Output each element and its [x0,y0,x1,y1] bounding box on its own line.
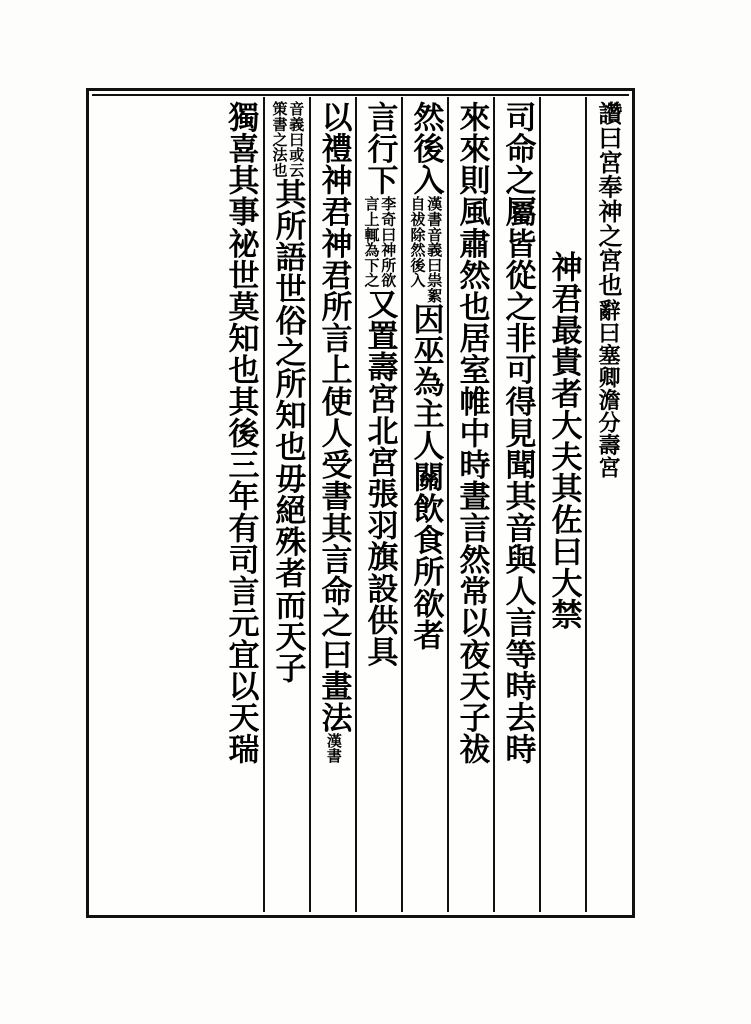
text-column-1 [585,97,629,912]
column-2-main: 神君最貴者大夫其佐曰大禁 [545,251,582,631]
column-container [92,97,629,912]
text-column-4 [447,97,493,912]
column-5-main: 然後入 [407,101,444,196]
column-7-main: 以禮神君神君所言上使人受書其言命之曰畫法 [315,101,352,734]
column-5-main2: 因巫為主人關飲食所欲者 [407,302,444,651]
column-3-main: 司命之屬皆從之非可得見聞其音與人言等時去時 [499,101,536,766]
column-5-gloss-right: 漢書音義曰祟絮 [425,195,444,303]
column-1-main: 讚曰宮奉神之宮也 [594,101,623,297]
column-9-main: 獨喜其事祕世莫知也其後三年有司言元宜以天瑞 [222,101,259,766]
text-block [86,88,635,918]
column-8-main: 其所語世俗之所知也毋絕殊者而天子 [269,177,306,684]
column-6-main2: 又置壽宮北宮張羽旗設供具 [361,287,398,668]
column-5-annotation [409,196,442,303]
column-8-gloss-left: 策書之法也 [270,101,289,178]
text-column-2 [539,97,585,912]
column-4-main: 來來則風肅然也居室帷中時晝言然常以夜天子祓 [453,101,490,766]
text-column-8 [263,97,309,912]
column-6-gloss-left: 言上輒為下之 [362,195,381,288]
text-column-3 [493,97,539,912]
column-6-main: 言行下 [361,101,398,196]
column-6-annotation [363,196,396,288]
text-column-9 [217,97,263,912]
text-column-6 [355,97,401,912]
column-1-note: 辭曰塞卿澹分壽宮 [595,298,621,479]
text-column-5 [401,97,447,912]
column-8-gloss-right: 音義曰或云 [287,101,306,178]
column-6-gloss-right: 李奇曰神所欲 [379,195,398,288]
column-7-tail-note: 漢書 [324,733,343,764]
text-column-7 [309,97,355,912]
column-5-gloss-left: 自祓除然後入 [408,195,427,288]
column-8-annotation [271,101,304,178]
